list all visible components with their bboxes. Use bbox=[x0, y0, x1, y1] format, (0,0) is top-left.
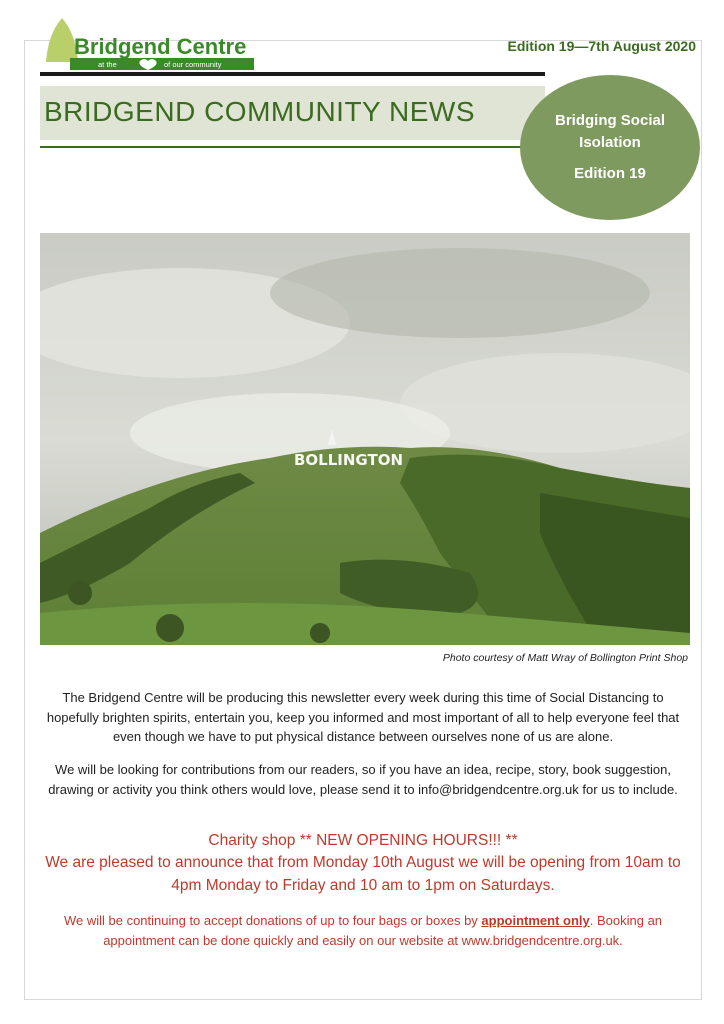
charity-shop-notice bbox=[30, 830, 696, 897]
badge-line-2: Isolation bbox=[579, 133, 641, 151]
logo-name: Bridgend Centre bbox=[74, 34, 247, 59]
logo-tag-right: of our community bbox=[164, 60, 222, 69]
edition-date: Edition 19—7th August 2020 bbox=[507, 38, 696, 54]
badge-line-1: Bridging Social bbox=[554, 111, 665, 129]
donations-notice bbox=[38, 911, 688, 950]
charity-hours: We are pleased to announce that from Monday 10th August we will be opening from 10am to 4pm Monday to Friday and 10 am to 1pm on Saturdays. bbox=[45, 854, 681, 894]
logo-tag-left: at the bbox=[98, 60, 117, 69]
badge-edition: Edition 19 bbox=[574, 165, 646, 183]
charity-title: Charity shop ** NEW OPENING HOURS!!! ** bbox=[208, 832, 518, 849]
bridgend-centre-logo bbox=[40, 14, 260, 70]
appointment-only-emphasis: appointment only bbox=[481, 913, 590, 928]
headline-divider bbox=[40, 146, 548, 148]
contributions-paragraph: We will be looking for contributions from our readers, so if you have an idea, recipe, story, book suggestion, drawing or activity you think others would love, please send it to info@bridgendcentre.org.uk for us to include. bbox=[48, 762, 678, 797]
bollington-sign: BOLLINGTON bbox=[294, 451, 404, 469]
photo-caption: Photo courtesy of Matt Wray of Bollington Print Shop bbox=[442, 652, 688, 664]
bollington-hill-photo bbox=[40, 233, 690, 645]
edition-badge bbox=[520, 75, 700, 220]
top-divider bbox=[40, 72, 545, 76]
page-title: BRIDGEND COMMUNITY NEWS bbox=[44, 96, 475, 127]
donations-text-end: . Booking an appointment can be done quickly and easily on our website at www.bridgendcentre.org.uk. bbox=[103, 913, 663, 948]
intro-paragraph: The Bridgend Centre will be producing this newsletter every week during this time of Social Distancing to hopefully brighten spirits, entertain you, keep you informed and most important of all to help everyone feel that even though we have to put physical distance between ourselves none of us are alone. bbox=[46, 690, 680, 744]
donations-text-start: We will be continuing to accept donations of up to four bags or boxes by bbox=[63, 913, 482, 928]
